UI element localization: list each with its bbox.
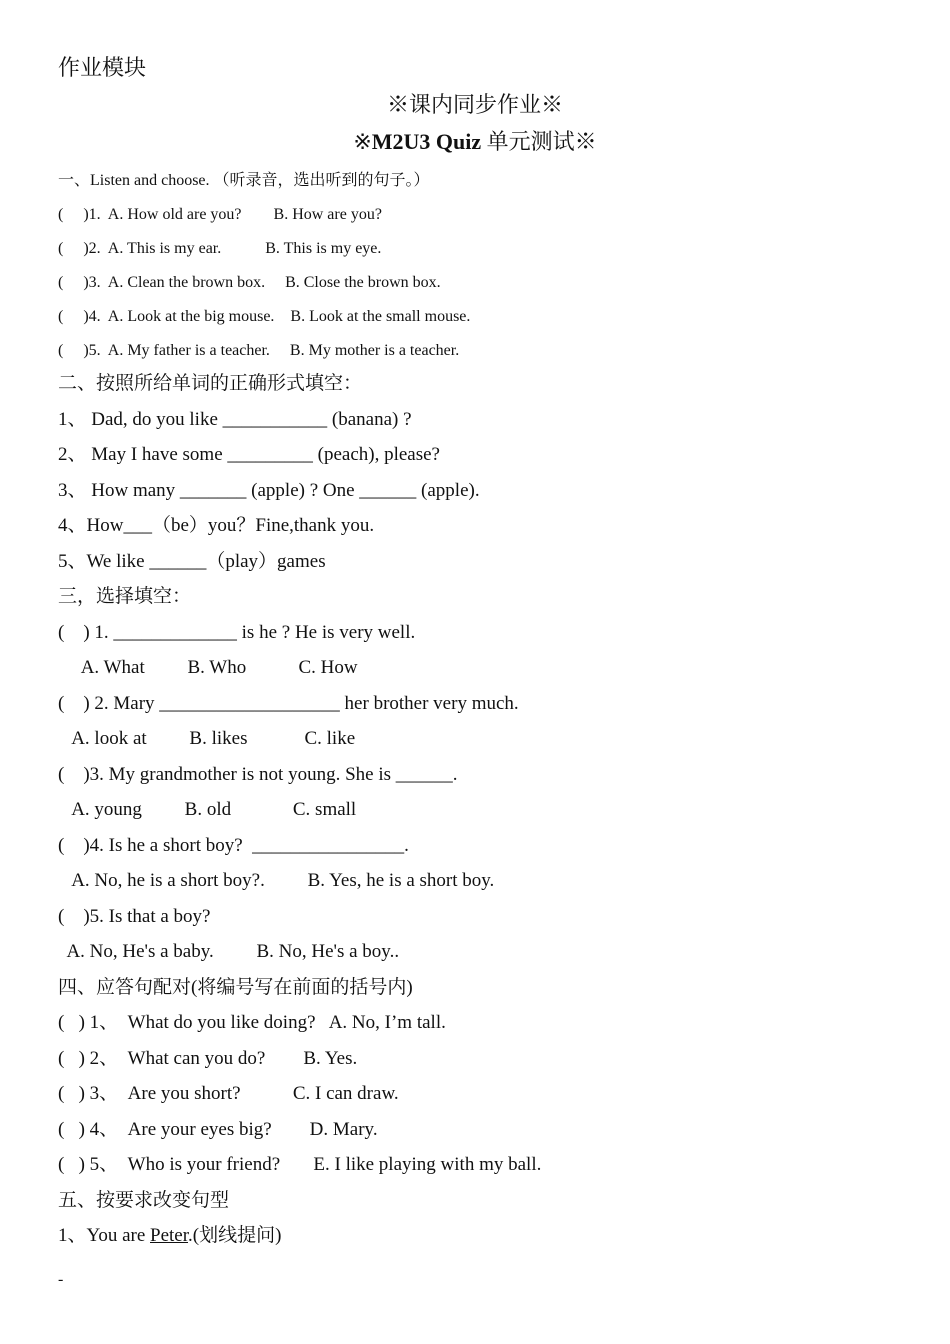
- section3-question: ( ) 1. _____________ is he ? He is very well.: [58, 622, 416, 643]
- section2-item: 5、We like ______（play）games: [58, 551, 326, 572]
- section2-item: 2、 May I have some _________ (peach), please?: [58, 444, 440, 465]
- section3-heading: 三，选择填空：: [58, 586, 192, 607]
- section2-heading: 二、按照所给单词的正确形式填空：: [58, 373, 363, 394]
- section5-item-prefix: 1、You are: [58, 1225, 151, 1246]
- section1-item: ( )5. A. My father is a teacher. B. My mother is a teacher.: [58, 342, 460, 359]
- section3-options: A. No, he is a short boy?. B. Yes, he is a short boy.: [58, 870, 495, 891]
- section4-item: ( ) 2、 What can you do? B. Yes.: [58, 1048, 358, 1069]
- title-suffix: 单元测试※: [481, 129, 597, 154]
- section3-options: A. look at B. likes C. like: [58, 728, 356, 749]
- section3-question: ( )5. Is that a boy?: [58, 906, 211, 927]
- section1-item: ( )1. A. How old are you? B. How are you?: [58, 206, 382, 223]
- module-label: 作业模块: [58, 55, 147, 80]
- section1-item: ( )4. A. Look at the big mouse. B. Look at the small mouse.: [58, 308, 471, 325]
- section3-options: A. What B. Who C. How: [58, 657, 358, 678]
- section4-heading: 四、应答句配对(将编号写在前面的括号内): [58, 977, 413, 998]
- footer-dash: -: [58, 1271, 64, 1288]
- section3-question: ( ) 2. Mary ___________________ her brother very much.: [58, 693, 519, 714]
- section5-item: [58, 1224, 281, 1248]
- section1-item: ( )2. A. This is my ear. B. This is my eye.: [58, 240, 382, 257]
- section4-item: ( ) 5、 Who is your friend? E. I like playing with my ball.: [58, 1154, 542, 1175]
- subtitle: ※课内同步作业※: [386, 92, 563, 117]
- section2-item: 1、 Dad, do you like ___________ (banana) ?: [58, 409, 412, 430]
- title-prefix: ※: [353, 129, 372, 154]
- section1-item: ( )3. A. Clean the brown box. B. Close the brown box.: [58, 274, 441, 291]
- section4-item: ( ) 3、 Are you short? C. I can draw.: [58, 1083, 399, 1104]
- section3-options: A. No, He's a baby. B. No, He's a boy..: [58, 941, 400, 962]
- section3-options: A. young B. old C. small: [58, 799, 357, 820]
- page-title: [0, 130, 950, 154]
- section5-item-suffix: .(划线提问): [188, 1225, 282, 1246]
- section3-question: ( )3. My grandmother is not young. She is ______.: [58, 764, 458, 785]
- section2-item: 3、 How many _______ (apple) ? One ______ (apple).: [58, 480, 480, 501]
- section5-heading: 五、按要求改变句型: [58, 1190, 230, 1211]
- section4-item: ( ) 4、 Are your eyes big? D. Mary.: [58, 1119, 378, 1140]
- section4-item: ( ) 1、 What do you like doing? A. No, I’m tall.: [58, 1012, 446, 1033]
- underlined-word: Peter: [150, 1225, 189, 1246]
- section3-question: ( )4. Is he a short boy? ________________.: [58, 835, 409, 856]
- section1-heading: 一、Listen and choose. （听录音，选出听到的句子。）: [58, 172, 430, 189]
- title-bold: M2U3 Quiz: [371, 129, 482, 154]
- section2-item: 4、How___（be）you？Fine,thank you.: [58, 515, 375, 536]
